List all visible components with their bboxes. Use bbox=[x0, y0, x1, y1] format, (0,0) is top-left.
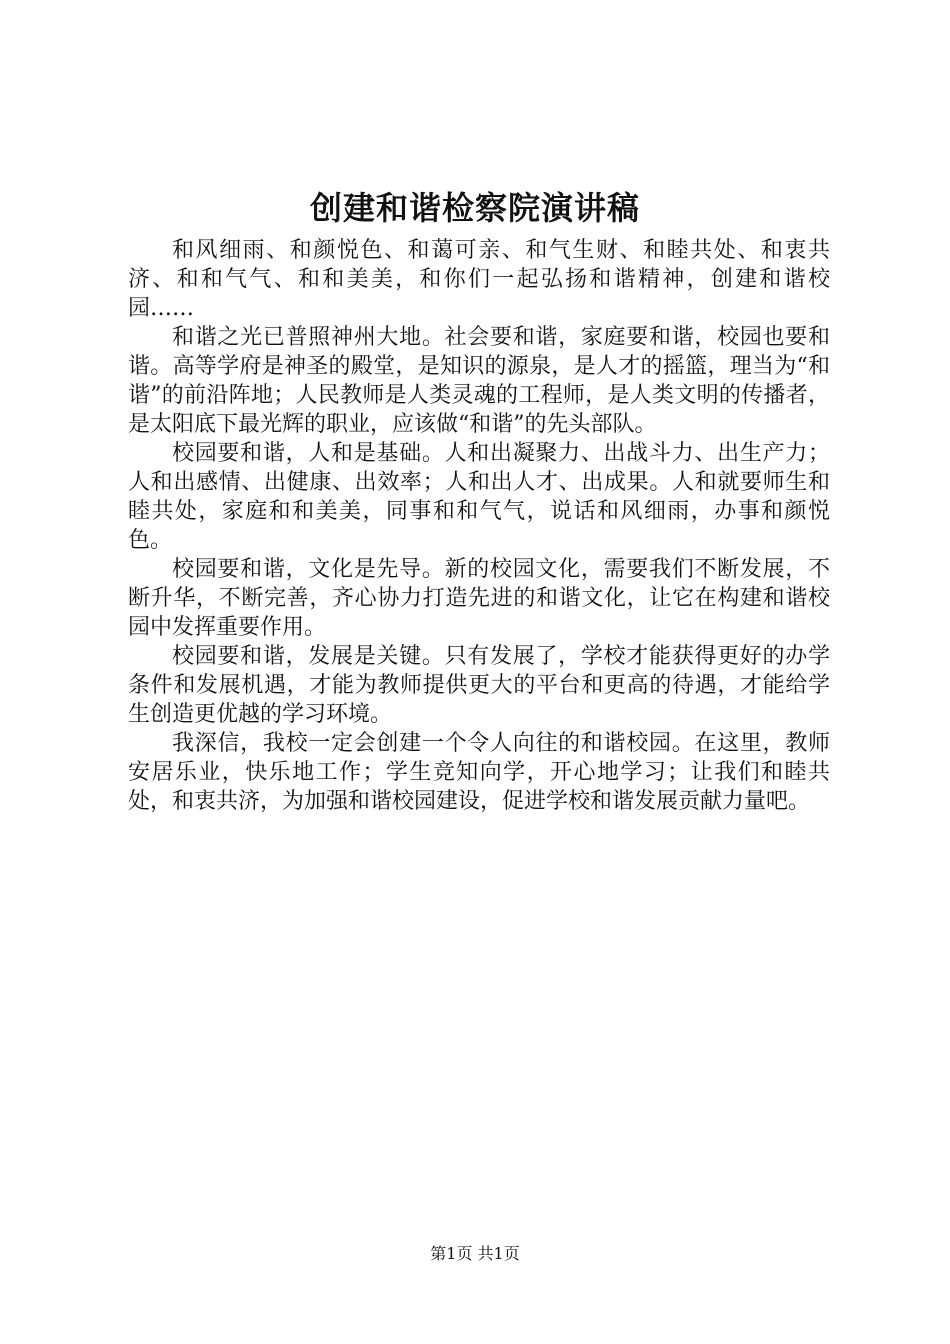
paragraph-5: 校园要和谐，发展是关键。只有发展了，学校才能获得更好的办学条件和发展机遇，才能为教师提供更大的平台和更高的待遇，才能给学生创造更优越的学习环境。 bbox=[128, 644, 830, 727]
document-title: 创建和谐检察院演讲稿 bbox=[309, 189, 640, 227]
page-footer: 第1页 共1页 bbox=[430, 1244, 520, 1263]
paragraph-1: 和风细雨、和颜悦色、和蔼可亲、和气生财、和睦共处、和衷共济、和和气气、和和美美，和你们一起弘扬和谐精神，创建和谐校园…… bbox=[128, 238, 830, 321]
paragraph-2: 和谐之光已普照神州大地。社会要和谐，家庭要和谐，校园也要和谐。高等学府是神圣的殿堂，是知识的源泉，是人才的摇篮，理当为“和谐”的前沿阵地；人民教师是人类灵魂的工程师，是人类文明的传播者，是太阳底下最光辉的职业，应该做“和谐”的先头部队。 bbox=[128, 325, 830, 437]
paragraph-4: 校园要和谐，文化是先导。新的校园文化，需要我们不断发展，不断升华，不断完善，齐心协力打造先进的和谐文化，让它在构建和谐校园中发挥重要作用。 bbox=[128, 557, 830, 640]
paragraph-6: 我深信，我校一定会创建一个令人向往的和谐校园。在这里，教师安居乐业，快乐地工作；学生竞知向学，开心地学习；让我们和睦共处，和衷共济，为加强和谐校园建设，促进学校和谐发展贡献力量吧。 bbox=[128, 731, 830, 814]
paragraph-3: 校园要和谐，人和是基础。人和出凝聚力、出战斗力、出生产力；人和出感情、出健康、出效率；人和出人才、出成果。人和就要师生和睦共处，家庭和和美美，同事和和气气，说话和风细雨，办事和颜悦色。 bbox=[128, 441, 830, 553]
document-body bbox=[128, 236, 830, 816]
